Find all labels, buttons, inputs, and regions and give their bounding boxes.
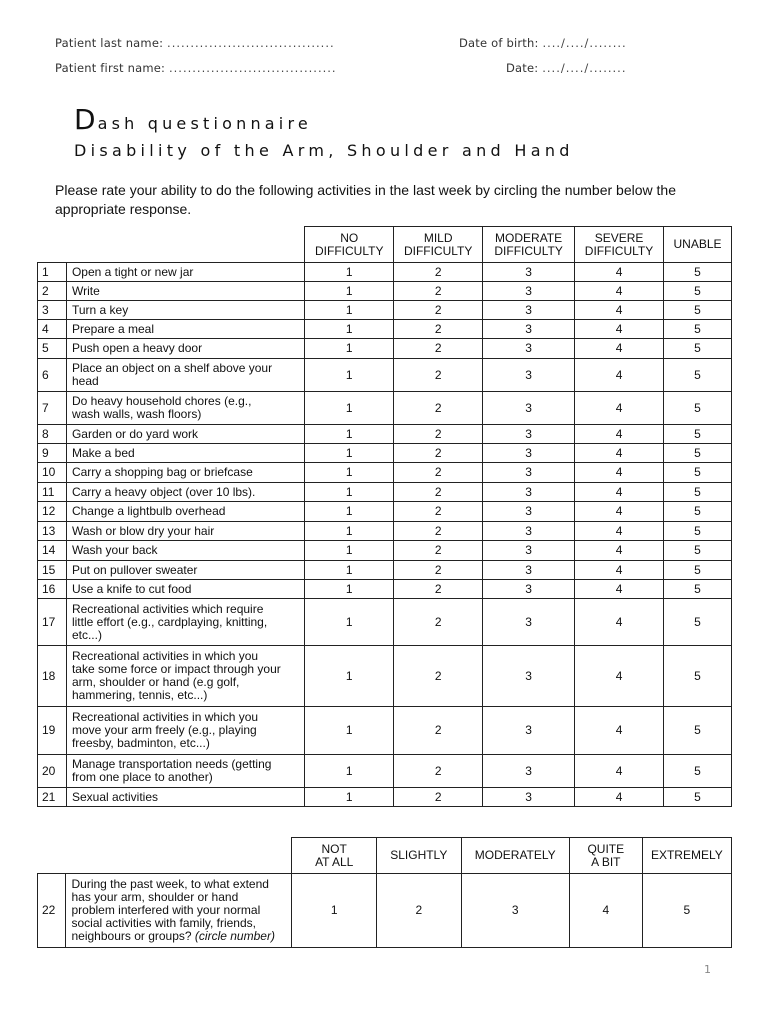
item-text — [66, 392, 304, 425]
item-text — [66, 580, 304, 599]
rating-option[interactable]: 1 — [305, 502, 394, 522]
difficulty-table — [37, 226, 732, 807]
line-text: During the past week, to what extend — [71, 877, 269, 891]
dob-field — [459, 36, 627, 50]
rating-option[interactable]: 5 — [664, 541, 732, 561]
rating-option[interactable]: 2 — [377, 874, 461, 948]
rating-option[interactable]: 5 — [664, 646, 732, 707]
rating-option[interactable]: 5 — [664, 444, 732, 463]
rating-option[interactable]: 2 — [394, 646, 483, 707]
rating-option[interactable]: 5 — [664, 320, 732, 339]
rating-option[interactable]: 3 — [483, 483, 575, 502]
header-spacer — [38, 227, 305, 263]
item-number: 20 — [38, 755, 67, 788]
rating-option[interactable]: 5 — [664, 707, 732, 755]
rating-option[interactable]: 1 — [305, 707, 394, 755]
table-row — [38, 580, 732, 599]
table-row — [38, 282, 732, 301]
rating-option[interactable]: 1 — [305, 755, 394, 788]
last-name-label: Patient last name: — [55, 36, 164, 50]
rating-option[interactable]: 5 — [664, 580, 732, 599]
table-row — [38, 874, 732, 948]
table-row — [38, 359, 732, 392]
column-header — [569, 838, 642, 874]
item-number: 12 — [38, 502, 67, 522]
last-name-blank[interactable]: .................................... — [167, 36, 335, 50]
table-row — [38, 755, 732, 788]
first-name-blank[interactable]: .................................... — [168, 61, 337, 75]
rating-option[interactable]: 1 — [305, 463, 394, 483]
item-text — [66, 707, 304, 755]
line-text: freesby, badminton, etc...) — [71, 736, 210, 750]
rating-option[interactable]: 2 — [394, 755, 483, 788]
item-text — [66, 755, 304, 788]
rating-option[interactable]: 2 — [394, 320, 483, 339]
line-text: Make a bed — [71, 445, 135, 460]
item-text — [66, 263, 304, 282]
rating-option[interactable]: 3 — [483, 359, 575, 392]
table-row — [38, 502, 732, 522]
page-subtitle: Disability of the Arm, Shoulder and Hand — [74, 141, 574, 160]
first-name-field — [55, 61, 337, 75]
column-header — [575, 227, 664, 263]
rating-option[interactable]: 5 — [664, 359, 732, 392]
rating-option[interactable]: 2 — [394, 263, 483, 282]
line-text: DIFFICULTY — [584, 243, 654, 258]
item-number: 2 — [38, 282, 67, 301]
line-text: MILD — [423, 230, 453, 245]
line-text: Put on pullover sweater — [71, 562, 198, 577]
rating-option[interactable]: 4 — [575, 707, 664, 755]
rating-option[interactable]: 1 — [305, 599, 394, 646]
table-row — [38, 339, 732, 359]
line-text: SEVERE — [594, 230, 644, 245]
rating-option[interactable]: 4 — [569, 874, 642, 948]
rating-option[interactable]: 5 — [664, 263, 732, 282]
column-header — [305, 227, 394, 263]
rating-option[interactable]: 1 — [305, 444, 394, 463]
rating-option[interactable]: 5 — [664, 599, 732, 646]
rating-option[interactable]: 3 — [483, 301, 575, 320]
rating-option[interactable]: 1 — [305, 425, 394, 444]
rating-option[interactable]: 4 — [575, 392, 664, 425]
line-text: Place an object on a shelf above your — [71, 361, 273, 375]
line-text: Turn a key — [71, 302, 129, 317]
rating-option[interactable]: 3 — [483, 561, 575, 580]
line-text: Use a knife to cut food — [71, 581, 192, 596]
rating-option[interactable]: 2 — [394, 425, 483, 444]
rating-option[interactable]: 2 — [394, 561, 483, 580]
rating-option[interactable]: 4 — [575, 580, 664, 599]
line-text: wash walls, wash floors) — [71, 407, 202, 421]
rating-option[interactable]: 4 — [575, 541, 664, 561]
item-text — [66, 301, 304, 320]
item-text — [66, 599, 304, 646]
rating-option[interactable]: 2 — [394, 541, 483, 561]
item-number: 7 — [38, 392, 67, 425]
rating-option[interactable]: 2 — [394, 392, 483, 425]
item-number: 9 — [38, 444, 67, 463]
item-number: 14 — [38, 541, 67, 561]
item-text — [66, 646, 304, 707]
rating-option[interactable]: 4 — [575, 561, 664, 580]
column-header — [642, 838, 731, 874]
rating-option[interactable]: 3 — [483, 788, 575, 807]
line-text: Recreational activities in which you — [71, 710, 259, 724]
line-text: Carry a heavy object (over 10 lbs). — [71, 484, 256, 499]
rating-option[interactable]: 1 — [305, 392, 394, 425]
rating-option[interactable]: 3 — [483, 755, 575, 788]
rating-option[interactable]: 2 — [394, 788, 483, 807]
rating-option[interactable]: 1 — [305, 541, 394, 561]
title-rest: ash questionnaire — [97, 114, 312, 133]
table-row — [38, 320, 732, 339]
table-row — [38, 599, 732, 646]
rating-option[interactable]: 2 — [394, 339, 483, 359]
item-number: 13 — [38, 522, 67, 541]
rating-option[interactable]: 2 — [394, 502, 483, 522]
rating-option[interactable]: 1 — [305, 483, 394, 502]
rating-option[interactable]: 5 — [664, 788, 732, 807]
table-row — [38, 646, 732, 707]
rating-option[interactable]: 3 — [483, 541, 575, 561]
circle-instruction: (circle number) — [194, 929, 275, 943]
rating-option[interactable]: 3 — [483, 463, 575, 483]
rating-option[interactable]: 1 — [305, 522, 394, 541]
rating-option[interactable]: 5 — [642, 874, 731, 948]
item-number: 18 — [38, 646, 67, 707]
table-row — [38, 561, 732, 580]
rating-option[interactable]: 3 — [483, 580, 575, 599]
instructions: Please rate your ability to do the following activities in the last week by circling the number below the appropriate response. — [55, 182, 676, 217]
line-text: move your arm freely (e.g., playing — [71, 723, 257, 737]
line-text: NOT — [321, 841, 347, 856]
rating-option[interactable]: 5 — [664, 392, 732, 425]
item-text — [66, 788, 304, 807]
table-row — [38, 522, 732, 541]
header-spacer — [38, 838, 292, 874]
rating-option[interactable]: 3 — [483, 502, 575, 522]
rating-option[interactable]: 3 — [483, 339, 575, 359]
table-row — [38, 263, 732, 282]
item-text — [66, 541, 304, 561]
item-text — [66, 561, 304, 580]
table-row — [38, 301, 732, 320]
line-text: social activities with family, friends, — [71, 916, 256, 930]
column-header — [394, 227, 483, 263]
rating-option[interactable]: 1 — [305, 263, 394, 282]
rating-option[interactable]: 5 — [664, 483, 732, 502]
table-row — [38, 483, 732, 502]
rating-option[interactable]: 5 — [664, 522, 732, 541]
item-text — [66, 502, 304, 522]
rating-option[interactable]: 4 — [575, 301, 664, 320]
line-text: Change a lightbulb overhead — [71, 504, 226, 518]
line-text: QUITE — [587, 841, 625, 856]
line-text: DIFFICULTY — [494, 243, 563, 258]
line-text: Carry a shopping bag or briefcase — [71, 465, 253, 479]
rating-option[interactable]: 1 — [305, 580, 394, 599]
rating-option[interactable]: 5 — [664, 282, 732, 301]
line-text: EXTREMELY — [650, 848, 723, 862]
item-number: 10 — [38, 463, 67, 483]
rating-option[interactable]: 4 — [575, 646, 664, 707]
line-text: Write — [71, 283, 100, 298]
item-number: 17 — [38, 599, 67, 646]
item-number: 6 — [38, 359, 67, 392]
item-number: 19 — [38, 707, 67, 755]
line-text: problem interfered with your normal — [71, 903, 261, 917]
rating-option[interactable]: 4 — [575, 359, 664, 392]
line-text: little effort (e.g., cardplaying, knitting, — [71, 614, 268, 629]
item-text — [66, 874, 292, 948]
column-header — [377, 838, 461, 874]
rating-option[interactable]: 1 — [305, 301, 394, 320]
rating-option[interactable]: 4 — [575, 425, 664, 444]
rating-option[interactable]: 2 — [394, 463, 483, 483]
line-text: head — [71, 374, 99, 388]
rating-option[interactable]: 1 — [305, 646, 394, 707]
rating-option[interactable]: 2 — [394, 444, 483, 463]
rating-option[interactable]: 2 — [394, 580, 483, 599]
line-text: Prepare a meal — [71, 321, 155, 336]
rating-option[interactable]: 2 — [394, 599, 483, 646]
table2-header-row — [38, 838, 732, 874]
line-text: Manage transportation needs (getting — [71, 757, 272, 771]
line-text: Open a tight or new jar — [71, 264, 194, 279]
table-row — [38, 788, 732, 807]
item-number: 11 — [38, 483, 67, 502]
line-text: DIFFICULTY — [403, 243, 473, 258]
line-text: Do heavy household chores (e.g., — [71, 394, 252, 408]
rating-option[interactable]: 3 — [483, 707, 575, 755]
rating-option[interactable]: 2 — [394, 282, 483, 301]
line-text: has your arm, shoulder or hand — [71, 890, 239, 904]
item-number: 1 — [38, 263, 67, 282]
rating-option[interactable]: 1 — [305, 788, 394, 807]
interference-table — [37, 837, 732, 948]
line-text: from one place to another) — [71, 770, 213, 784]
table-row — [38, 463, 732, 483]
line-text: neighbours or groups? — [71, 929, 192, 943]
rating-option[interactable]: 2 — [394, 359, 483, 392]
rating-option[interactable]: 1 — [292, 874, 377, 948]
rating-option[interactable]: 1 — [305, 320, 394, 339]
line-text: Recreational activities which require — [71, 601, 264, 616]
rating-option[interactable]: 4 — [575, 755, 664, 788]
item-number: 22 — [38, 874, 66, 948]
rating-option[interactable]: 3 — [483, 392, 575, 425]
line-text: Garden or do yard work — [71, 426, 199, 441]
table-row — [38, 707, 732, 755]
rating-option[interactable]: 4 — [575, 522, 664, 541]
line-text: NO — [340, 230, 359, 245]
line-text: AT ALL — [315, 854, 354, 869]
column-header — [461, 838, 569, 874]
item-text — [66, 483, 304, 502]
column-header — [292, 838, 377, 874]
rating-option[interactable]: 3 — [483, 425, 575, 444]
date-field — [506, 61, 626, 75]
line-text: hammering, tennis, etc...) — [71, 688, 208, 702]
rating-option[interactable]: 3 — [483, 599, 575, 646]
table-row — [38, 392, 732, 425]
rating-option[interactable]: 4 — [575, 788, 664, 807]
rating-option[interactable]: 5 — [664, 463, 732, 483]
line-text: DIFFICULTY — [315, 243, 384, 258]
date-label: Date: — [506, 61, 539, 75]
line-text: SLIGHTLY — [390, 848, 448, 862]
rating-option[interactable]: 1 — [305, 282, 394, 301]
item-text — [66, 320, 304, 339]
item-number: 15 — [38, 561, 67, 580]
rating-option[interactable]: 4 — [575, 599, 664, 646]
rating-option[interactable]: 5 — [664, 561, 732, 580]
line-text: Sexual activities — [71, 789, 159, 804]
rating-option[interactable]: 3 — [483, 282, 575, 301]
rating-option[interactable]: 5 — [664, 502, 732, 522]
first-name-label: Patient first name: — [55, 61, 166, 75]
table-row — [38, 444, 732, 463]
column-header — [664, 227, 732, 263]
item-text — [66, 425, 304, 444]
item-text — [66, 339, 304, 359]
item-text — [66, 359, 304, 392]
rating-option[interactable]: 4 — [575, 339, 664, 359]
line-text: MODERATELY — [474, 848, 556, 862]
rating-option[interactable]: 4 — [575, 263, 664, 282]
rating-option[interactable]: 5 — [664, 339, 732, 359]
item-text — [66, 282, 304, 301]
rating-option[interactable]: 4 — [575, 320, 664, 339]
rating-option[interactable]: 2 — [394, 522, 483, 541]
line-text: A BIT — [591, 854, 621, 869]
item-number: 21 — [38, 788, 67, 807]
rating-option[interactable]: 5 — [664, 755, 732, 788]
table-row — [38, 541, 732, 561]
line-text: Recreational activities in which you — [71, 649, 259, 663]
line-text: Push open a heavy door — [71, 341, 203, 355]
rating-option[interactable]: 4 — [575, 282, 664, 301]
line-text: take some force or impact through your — [71, 662, 281, 676]
rating-option[interactable]: 5 — [664, 425, 732, 444]
item-number: 16 — [38, 580, 67, 599]
line-text: MODERATE — [495, 230, 563, 245]
rating-option[interactable]: 1 — [305, 561, 394, 580]
last-name-field — [55, 36, 335, 50]
item-text — [66, 522, 304, 541]
rating-option[interactable]: 2 — [394, 707, 483, 755]
line-text: etc...) — [71, 627, 102, 642]
line-text: Wash or blow dry your hair — [71, 523, 215, 538]
item-text — [66, 463, 304, 483]
line-text: UNABLE — [673, 237, 722, 251]
item-number: 4 — [38, 320, 67, 339]
date-blank[interactable]: ..../..../........ — [542, 61, 627, 75]
rating-option[interactable]: 3 — [483, 320, 575, 339]
rating-option[interactable]: 3 — [483, 263, 575, 282]
rating-option[interactable]: 3 — [483, 522, 575, 541]
rating-option[interactable]: 5 — [664, 301, 732, 320]
rating-option[interactable]: 3 — [461, 874, 569, 948]
rating-option[interactable]: 2 — [394, 483, 483, 502]
table1-header-row — [38, 227, 732, 263]
item-number: 8 — [38, 425, 67, 444]
dob-label: Date of birth: — [459, 36, 539, 50]
table-row — [38, 425, 732, 444]
page-number: 1 — [704, 963, 711, 976]
rating-option[interactable]: 4 — [575, 502, 664, 522]
rating-option[interactable]: 3 — [483, 646, 575, 707]
rating-option[interactable]: 4 — [575, 483, 664, 502]
rating-option[interactable]: 1 — [305, 359, 394, 392]
line-text: Wash your back — [71, 543, 158, 557]
line-text: arm, shoulder or hand (e.g golf, — [71, 675, 240, 689]
title-initial: D — [74, 103, 98, 136]
rating-option[interactable]: 3 — [483, 444, 575, 463]
rating-option[interactable]: 4 — [575, 444, 664, 463]
rating-option[interactable]: 1 — [305, 339, 394, 359]
page-title — [74, 103, 312, 136]
item-text — [66, 444, 304, 463]
dob-blank[interactable]: ..../..../........ — [542, 36, 627, 50]
column-header — [483, 227, 575, 263]
rating-option[interactable]: 4 — [575, 463, 664, 483]
item-number: 3 — [38, 301, 67, 320]
rating-option[interactable]: 2 — [394, 301, 483, 320]
item-number: 5 — [38, 339, 67, 359]
